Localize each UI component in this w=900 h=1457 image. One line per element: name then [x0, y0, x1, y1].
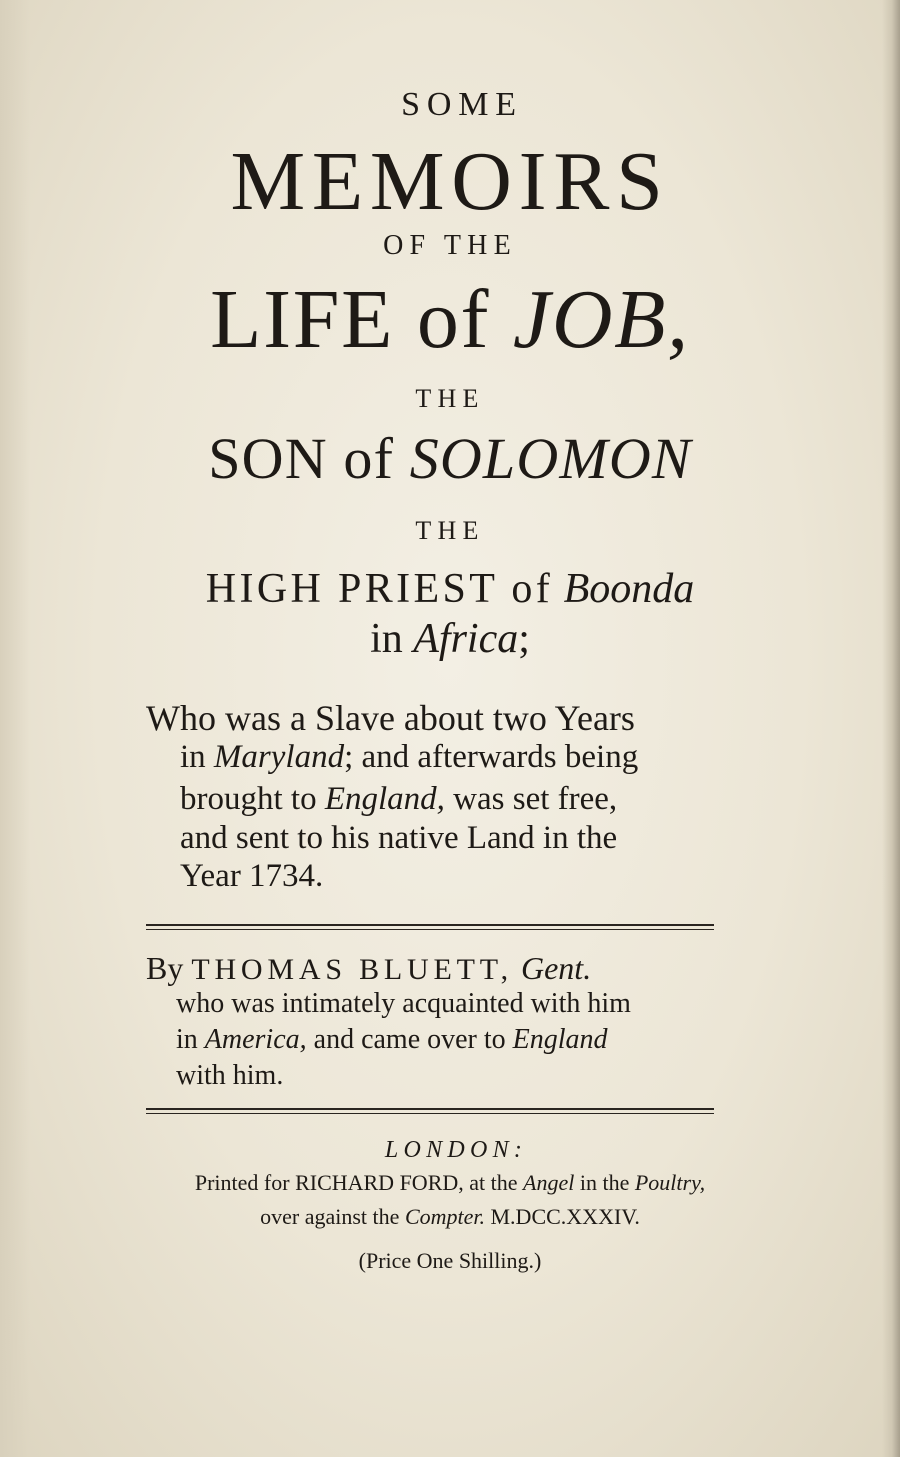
author-line [146, 952, 591, 985]
imprint-compter: Compter. [404, 1204, 485, 1229]
author-by: By [146, 950, 184, 986]
description-line-5: Year 1734. [180, 858, 324, 894]
desc-in: in [180, 739, 206, 775]
title-high-priest [0, 568, 900, 610]
title-the-1: THE [415, 384, 485, 413]
imprint-printed-for [0, 1172, 900, 1194]
imprint-printed-pre: Printed for RICHARD FORD, at the [194, 1170, 518, 1195]
title-in: in [370, 616, 403, 662]
title-in-africa [0, 618, 900, 660]
title-job: JOB, [512, 273, 690, 366]
author-line-4: with him. [176, 1060, 284, 1091]
description-line-4: and sent to his native Land in the [180, 820, 618, 856]
author-came-over: and came over to [313, 1024, 506, 1055]
imprint-price: (Price One Shilling.) [358, 1248, 542, 1273]
description-line-3 [180, 783, 617, 816]
imprint-angel: Angel [523, 1170, 575, 1195]
divider-rule-1 [146, 924, 714, 926]
divider-rule-1-thin [146, 929, 714, 930]
author-name: THOMAS BLUETT, [191, 953, 513, 986]
title-boonda: Boonda [563, 566, 695, 612]
title-life-of-job [0, 273, 900, 366]
title-the-2: THE [415, 516, 485, 545]
desc-set-free: was set free, [453, 781, 618, 817]
imprint-year: M.DCC.XXXIV. [490, 1204, 640, 1229]
divider-rule-2 [146, 1108, 714, 1110]
title-life-of: LIFE of [210, 273, 491, 366]
title-some: SOME [401, 86, 523, 123]
desc-brought-to: brought to [180, 781, 317, 817]
description-line-1: Who was a Slave about two Years [146, 698, 635, 738]
imprint-over-pre: over against the [260, 1204, 400, 1229]
divider-rule-2-thin [146, 1113, 714, 1114]
author-gent: Gent. [520, 950, 592, 986]
author-in: in [176, 1024, 198, 1055]
imprint-over-against [0, 1206, 900, 1228]
imprint-in-the: in the [579, 1170, 630, 1195]
author-line-3 [176, 1026, 608, 1054]
desc-england: England, [324, 781, 445, 817]
title-africa-punct: ; [518, 616, 530, 662]
author-england: England [512, 1024, 608, 1055]
title-high-priest-of: HIGH PRIEST of [205, 566, 554, 612]
author-line-2: who was intimately acquainted with him [176, 988, 631, 1019]
title-son-of-solomon [0, 426, 900, 491]
description-line-2 [180, 741, 638, 774]
imprint-london: LONDON: [384, 1137, 528, 1163]
author-america: America, [204, 1024, 307, 1055]
title-solomon: SOLOMON [409, 426, 692, 491]
title-of-the: OF THE [383, 230, 517, 261]
title-son-of: SON of [208, 426, 395, 491]
desc-line2-rest: ; and afterwards being [344, 739, 639, 775]
title-memoirs: MEMOIRS [230, 135, 670, 228]
title-africa: Africa [413, 616, 519, 662]
desc-maryland: Maryland [213, 739, 345, 775]
imprint-poultry: Poultry, [634, 1170, 706, 1195]
